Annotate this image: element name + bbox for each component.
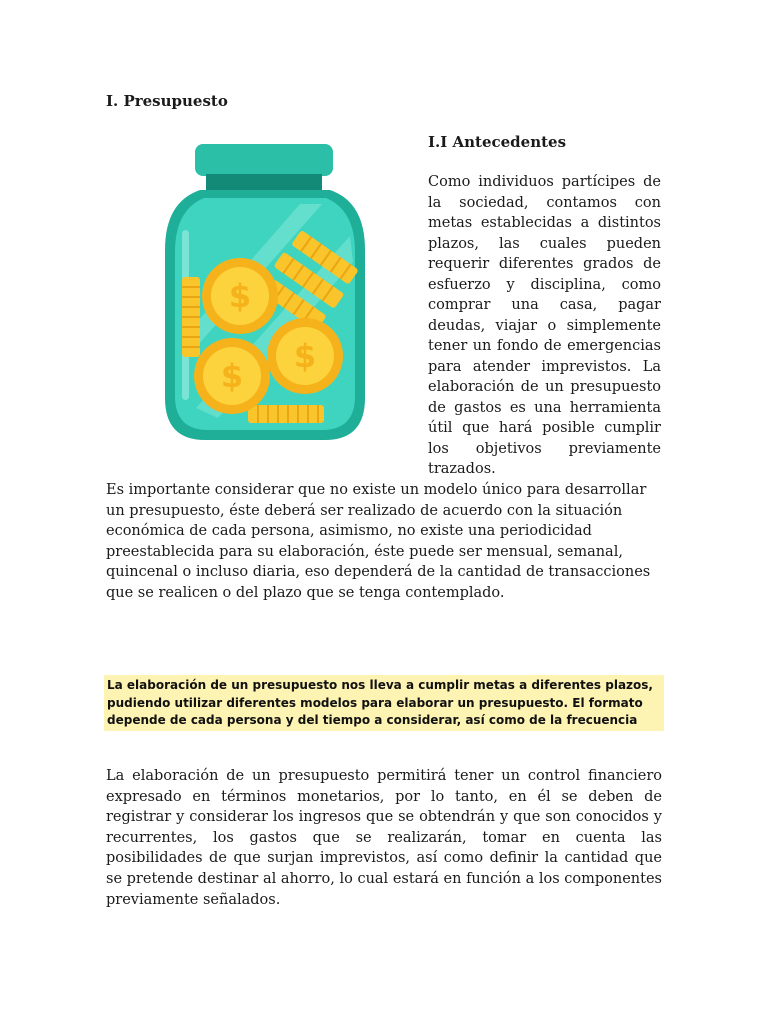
dollar-coin-icon (194, 338, 270, 414)
dollar-coin-icon (267, 318, 343, 394)
svg-text:$: $ (293, 337, 317, 375)
dollar-coin-icon (202, 258, 278, 334)
section-heading: I. Presupuesto (106, 92, 228, 110)
svg-text:$: $ (228, 277, 252, 315)
body-paragraph: La elaboración de un presupuesto permitirá tener un control financiero expresado en términos monetarios, por lo tanto, en él se deben de registrar y considerar los ingresos que se obtendrán y que son conocidos y recurrentes, los gastos que se realizarán, tomar en cuenta las posibilidades de que surjan imprevistos, así como definir la cantidad que se pretende destinar al ahorro, lo cual estará en función a los componentes previamente señalados. (106, 768, 662, 908)
body-paragraph: Es importante considerar que no existe un modelo único para desarrollar un presupuesto, éste deberá ser realizado de acuerdo con la situación económica de cada persona, asimismo, no existe una periodicidad preestablecida para su elaboración, éste puede ser mensual, semanal, quincenal o incluso diaria, eso dependerá de la cantidad de transacciones que se realicen o del plazo que se tenga contemplado. (106, 482, 651, 601)
highlighted-summary: La elaboración de un presupuesto nos lleva a cumplir metas a diferentes plazos, pudiendo utilizar diferentes modelos para elaborar un presupuesto. El formato depende de cada persona y del tiempo a considerar, así como de la frecuencia (104, 675, 664, 731)
coin-stack-bottom (248, 405, 324, 423)
coin-stack-left (182, 277, 200, 357)
intro-paragraph: Como individuos partícipes de la sociedad, contamos con metas establecidas a distintos plazos, las cuales pueden requerir diferentes grados de esfuerzo y disciplina, como comprar una casa, pagar deudas, viajar o simplemente tener un fondo de emergencias para atender imprevistos. La elaboración de un presupuesto de gastos es una herramienta útil que hará posible cumplir los objetivos previamente trazados. (428, 174, 661, 477)
jar-lid (195, 144, 333, 176)
svg-text:$: $ (220, 357, 244, 395)
jar-neck (206, 174, 322, 190)
coin-jar-icon (160, 140, 370, 445)
subsection-heading: I.I Antecedentes (428, 133, 567, 151)
